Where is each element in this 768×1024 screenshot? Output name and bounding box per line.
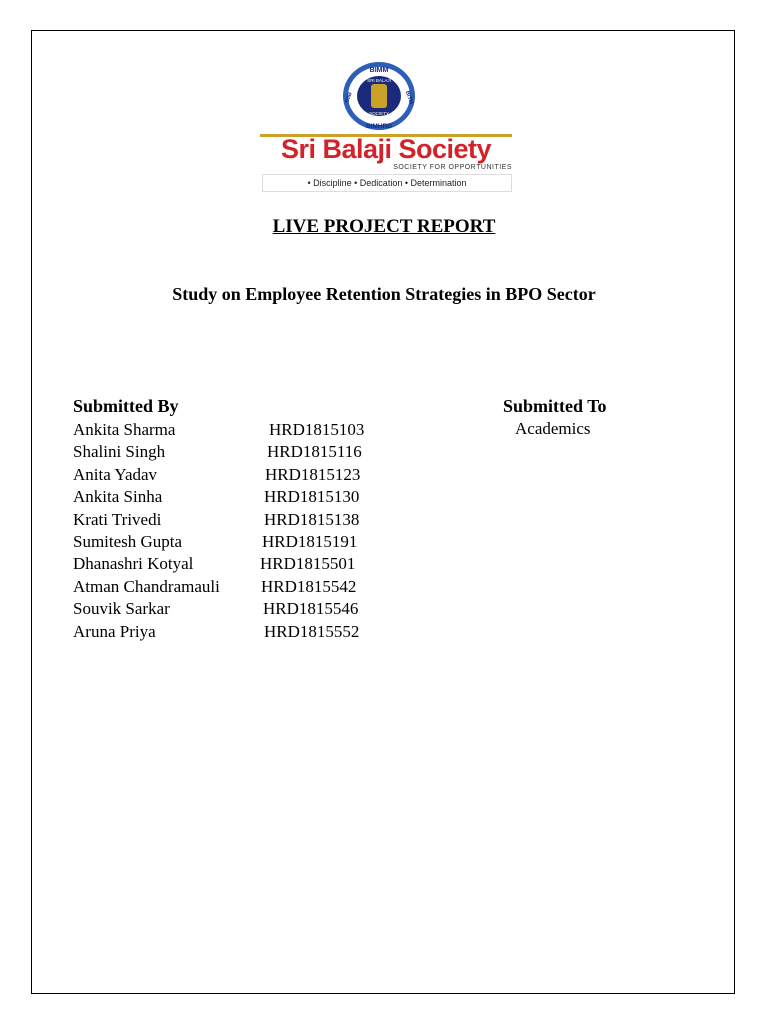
member-roll-number: HRD1815116 <box>267 442 362 462</box>
member-roll-number: HRD1815103 <box>269 420 365 439</box>
member-name: Krati Trivedi <box>73 509 162 529</box>
member-name: Atman Chandramauli <box>73 576 220 596</box>
member-roll-number: HRD1815542 <box>261 576 357 596</box>
member-roll-number: HRD1815191 <box>262 531 358 551</box>
seal-text-left: BIIB <box>344 91 354 104</box>
member-name: Sumitesh Gupta <box>73 531 183 551</box>
brand-name: Sri Balaji Society <box>280 134 492 164</box>
study-title: Study on Employee Retention Strategies in BPO Sector <box>172 284 596 304</box>
member-roll-number: HRD1815123 <box>265 464 361 484</box>
seal-text-right: BITM <box>403 90 415 106</box>
submitted-by-heading: Submitted By <box>73 396 179 416</box>
member-name: Dhanashri Kotyal <box>73 554 194 574</box>
report-title: LIVE PROJECT REPORT <box>272 216 496 237</box>
member-name: Ankita Sinha <box>73 487 163 507</box>
member-roll-number: HRD1815552 <box>264 621 360 641</box>
member-name: Shalini Singh <box>73 442 166 462</box>
member-roll-number: HRD1815138 <box>264 509 360 529</box>
seal-text-bottom: BIMHRD <box>366 123 392 130</box>
seal-text-center-2: SOCIETY <box>369 111 389 116</box>
submitted-to-value: Academics <box>515 419 591 438</box>
member-roll-number: HRD1815546 <box>263 599 359 619</box>
submitted-to-heading: Submitted To <box>503 396 607 416</box>
institution-logo <box>258 60 514 192</box>
member-roll-number: HRD1815501 <box>260 554 356 574</box>
seal-text-center-1: SRI BALAJI <box>367 78 391 83</box>
motto-strip: • Discipline • Dedication • Determination <box>262 174 512 192</box>
member-name: Souvik Sarkar <box>73 599 170 619</box>
member-name: Anita Yadav <box>73 464 158 484</box>
brand-tagline: SOCIETY FOR OPPORTUNITIES <box>393 164 512 171</box>
member-name: Ankita Sharma <box>73 420 176 439</box>
member-roll-number: HRD1815130 <box>264 487 360 507</box>
member-name: Aruna Priya <box>73 621 156 641</box>
seal-text-top: BIMM <box>369 67 389 74</box>
seal-emblem <box>340 60 418 132</box>
